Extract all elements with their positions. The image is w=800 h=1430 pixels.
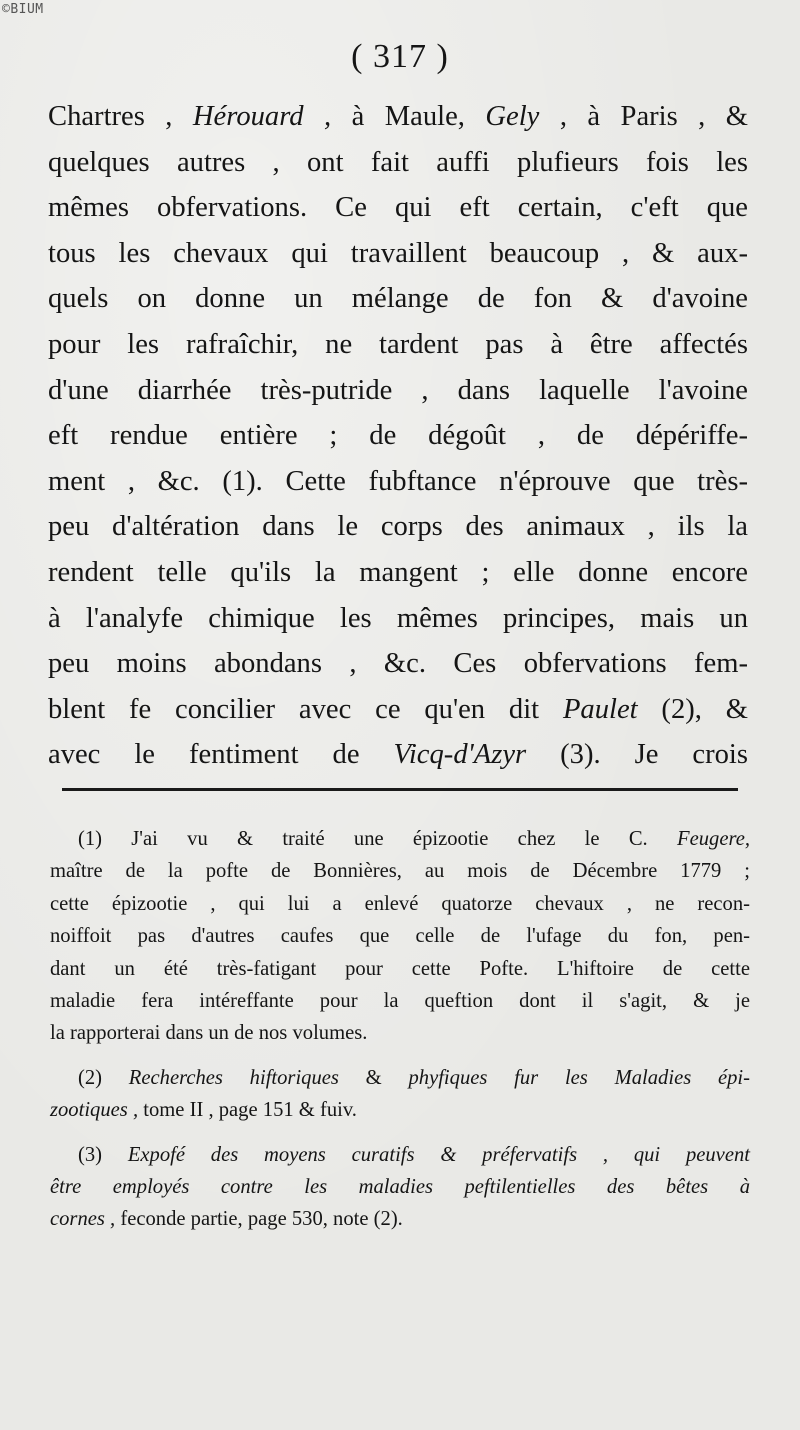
text-run: zootiques ,	[50, 1099, 139, 1122]
text-run: ment , &c. (1). Cette fubftance n'éprouve que très-	[48, 465, 748, 497]
text-run: la rapporterai dans un de nos volumes.	[50, 1022, 368, 1045]
page-number: ( 317 )	[351, 38, 449, 75]
text-run: mêmes obfervations. Ce qui eft certain, c'eft que	[48, 192, 748, 224]
text-run: à l'analyfe chimique les mêmes principes, mais un	[48, 602, 748, 634]
text-run: quels on donne un mélange de fon & d'avoine	[48, 283, 748, 315]
text-run: peu d'altération dans le corps des animaux , ils la	[48, 511, 748, 543]
text-line	[48, 641, 748, 687]
footnote-line	[50, 953, 750, 985]
footnote-line	[50, 1171, 750, 1203]
footnote-line	[50, 888, 750, 920]
text-line	[48, 231, 748, 277]
text-run: eft rendue entière ; de dégoût , de dépériffe-	[48, 420, 748, 452]
text-line	[48, 459, 748, 505]
text-run: dant un été très-fatigant pour cette Pofte. L'hiftoire de cette	[50, 957, 750, 980]
text-run: (3). Je crois	[526, 739, 748, 771]
text-line	[48, 322, 748, 368]
text-line	[48, 94, 748, 140]
text-run: cornes ,	[50, 1208, 116, 1231]
text-line	[48, 596, 748, 642]
footnote-line	[50, 920, 750, 952]
text-run: Vicq-d'Azyr	[393, 739, 527, 771]
text-run: (2)	[78, 1066, 129, 1089]
text-run: Expofé des moyens curatifs & préfervatifs , qui peuvent	[127, 1143, 750, 1166]
text-run: à Maule,	[331, 101, 486, 132]
footnote-line	[50, 1062, 750, 1094]
footnote-gap	[50, 1127, 750, 1139]
text-run: peu moins abondans , &c. Ces obfervations fem-	[48, 648, 748, 680]
text-line	[48, 368, 748, 414]
text-run: quelques autres , ont fait auffi plufieurs fois les	[48, 146, 748, 178]
text-run: tome II , page 151 & fuiv.	[138, 1099, 357, 1122]
watermark: ©BIUM	[2, 2, 44, 17]
footnote	[50, 1062, 750, 1127]
footnote-gap	[50, 1050, 750, 1062]
main-text	[48, 94, 748, 778]
text-run: feconde partie, page 530, note (2).	[115, 1208, 403, 1231]
footnote-line	[50, 985, 750, 1017]
text-run: phyfiques fur les Maladies épi-	[408, 1066, 750, 1089]
text-run: Feugere,	[677, 828, 750, 850]
text-line	[48, 140, 748, 186]
text-run: (3)	[78, 1143, 128, 1166]
text-run: maladie fera intéreffante pour la queftion dont il s'agit, & je	[50, 989, 750, 1012]
text-line	[48, 504, 748, 550]
text-line	[48, 276, 748, 322]
footnote-line	[50, 1139, 750, 1171]
text-run: maître de la pofte de Bonnières, au mois de Décembre 1779 ;	[50, 860, 750, 883]
footnote	[50, 823, 750, 1050]
footnote-line	[50, 823, 750, 855]
footnote-line	[50, 1094, 750, 1126]
text-run: tous les chevaux qui travaillent beaucoup , & aux-	[48, 237, 748, 269]
footnote-rule	[62, 788, 738, 791]
text-run: (2), &	[637, 693, 748, 725]
text-run: avec le fentiment de	[48, 739, 394, 771]
footnotes	[50, 823, 750, 1236]
text-run: être employés contre les maladies peftilentielles des bêtes à	[50, 1175, 750, 1198]
text-run: noiffoit pas d'autres caufes que celle de l'ufage du fon, pen-	[50, 925, 750, 948]
text-run: Chartres ,	[48, 101, 193, 132]
text-line	[48, 550, 748, 596]
text-run: Recherches hiftoriques	[128, 1066, 339, 1089]
text-run: Gely	[485, 101, 540, 132]
text-run: (1) J'ai vu & traité une épizootie chez le C.	[78, 828, 677, 850]
text-line	[48, 413, 748, 459]
text-run: d'une diarrhée très-putride , dans laquelle l'avoine	[48, 374, 748, 406]
footnote-line	[50, 855, 750, 887]
text-run: rendent telle qu'ils la mangent ; elle donne encore	[48, 556, 748, 588]
footnote-line	[50, 1017, 750, 1049]
text-line	[48, 687, 748, 733]
text-run: pour les rafraîchir, ne tardent pas à être affectés	[48, 328, 748, 360]
text-run: cette épizootie , qui lui a enlevé quatorze chevaux , ne recon-	[50, 892, 750, 915]
text-run: Paulet	[562, 693, 638, 725]
text-run: , à Paris , &	[539, 101, 748, 132]
text-run: Hérouard ,	[192, 101, 332, 132]
text-line	[48, 732, 748, 778]
text-run: &	[338, 1066, 409, 1089]
text-line	[48, 185, 748, 231]
footnote	[50, 1139, 750, 1236]
text-run: blent fe concilier avec ce qu'en dit	[48, 693, 563, 725]
footnote-line	[50, 1203, 750, 1235]
